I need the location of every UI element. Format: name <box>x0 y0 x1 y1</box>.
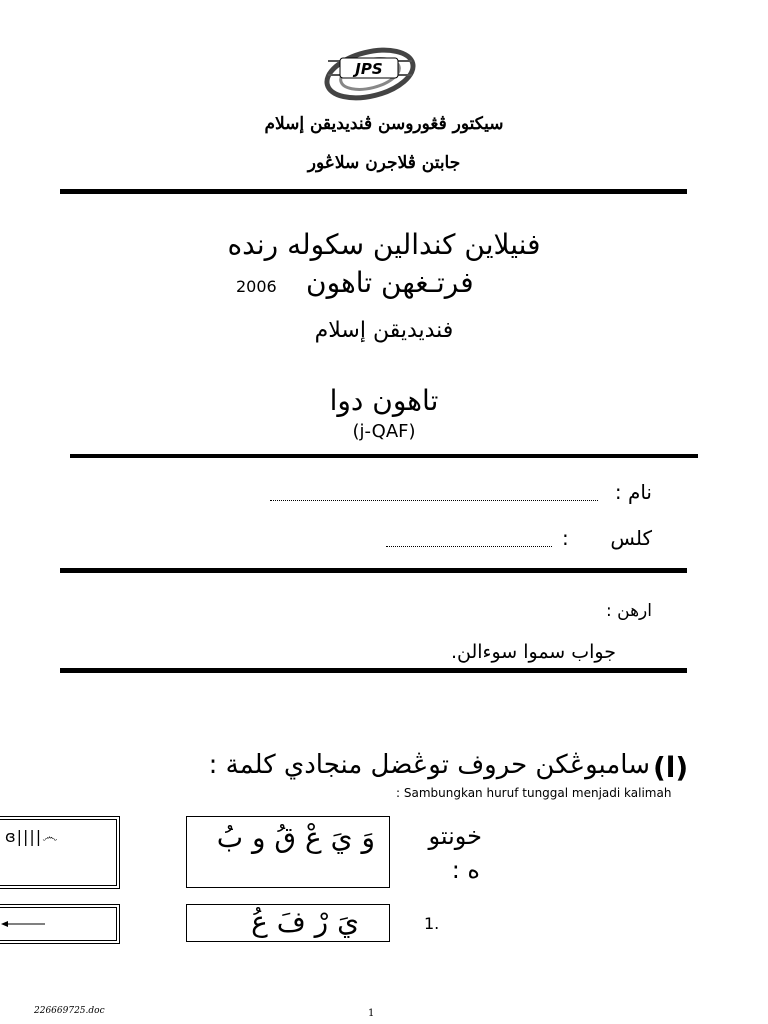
name-label: نام : <box>614 480 652 504</box>
logo-text: JPS <box>355 60 383 78</box>
instructions-text: جواب سموا سوءالن. <box>450 641 616 663</box>
state-line: جابتن ڤلاجرن سلاڠور <box>307 153 461 173</box>
class-label: كلس <box>610 526 652 550</box>
class-colon: : <box>562 526 569 550</box>
q1-letters-box <box>186 904 390 942</box>
q1-number: 1. <box>424 914 440 933</box>
instructions-label: ارهن : <box>606 601 652 621</box>
subject-title: فنديديقن إسلام <box>314 318 454 343</box>
example-label-2: ه : <box>451 856 480 884</box>
example-letters: وَ يَ عْ قُ و بُ <box>216 821 375 854</box>
section-marker: (ا) <box>653 751 689 784</box>
department-line: سيكتور ڤڠوروسن ڤنديديقن إسلام <box>264 114 504 134</box>
program-label: (j-QAF) <box>352 421 416 442</box>
grade-title: تاهون دوا <box>329 384 439 417</box>
header-divider <box>60 189 687 194</box>
section-title: سامبوڠكن حروف توڠضل منجادي كلمة : <box>208 750 650 780</box>
exam-title: فنيلاين كندالين سكوله رنده <box>227 228 541 261</box>
example-letters-box <box>186 816 390 888</box>
info-divider-bottom <box>60 668 687 673</box>
section-subtitle: : Sambungkan huruf tunggal menjadi kalimah <box>396 786 672 800</box>
exam-year: 2006 <box>236 277 277 296</box>
q1-letters: يَ رْ فَ عُ <box>251 905 359 938</box>
example-answer-glyphs: ɞ||||෴ <box>5 827 59 846</box>
exam-period: فرتـغهن تاهون <box>306 266 474 299</box>
jps-logo <box>318 40 422 106</box>
arrow-left-icon <box>1 919 47 929</box>
info-divider-top <box>70 454 698 458</box>
page-number: 1 <box>368 1008 375 1019</box>
example-answer-box <box>0 816 120 889</box>
info-divider-middle <box>60 568 687 573</box>
class-field[interactable] <box>386 536 552 547</box>
footer-filename: 226669725.doc <box>34 1006 105 1016</box>
name-field[interactable] <box>270 490 598 501</box>
q1-answer-box[interactable] <box>0 904 120 944</box>
example-label: خونتو <box>428 822 482 850</box>
